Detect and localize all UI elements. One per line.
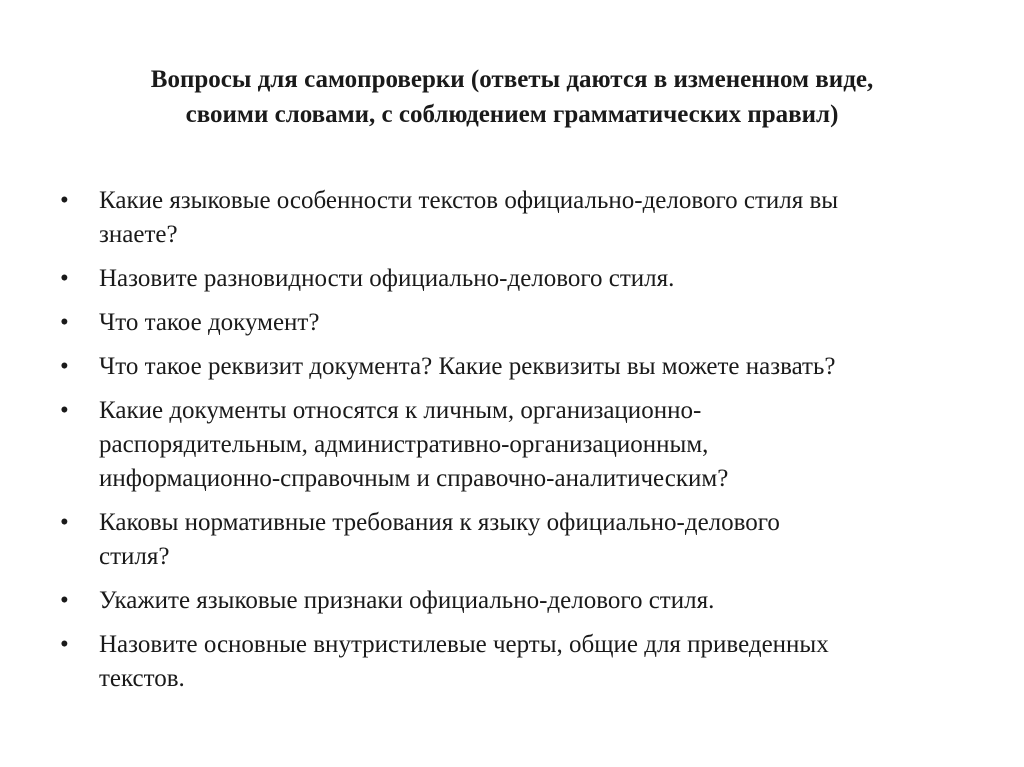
question-1-line-2: знаете? — [99, 221, 178, 248]
bullet-icon: • — [60, 353, 69, 380]
question-4-line-1: Что такое реквизит документа? Какие реквизиты вы можете назвать? — [99, 353, 836, 380]
bullet-icon: • — [60, 309, 69, 336]
question-item-6 — [0, 506, 1024, 574]
question-item-8 — [0, 628, 1024, 696]
question-1-line-1: Какие языковые особенности текстов официально-делового стиля вы — [99, 187, 839, 214]
question-item-4 — [0, 350, 1024, 384]
question-item-1 — [0, 184, 1024, 252]
question-7-line-1: Укажите языковые признаки официально-делового стиля. — [99, 587, 715, 614]
slide-title — [60, 62, 964, 132]
question-item-7 — [0, 584, 1024, 618]
question-item-5 — [0, 394, 1024, 496]
question-5-line-1: Какие документы относятся к личным, организационно- — [99, 397, 702, 424]
question-item-2 — [0, 262, 1024, 296]
question-5-line-2: распорядительным, административно-организационным, — [99, 431, 709, 458]
question-6-line-2: стиля? — [99, 543, 170, 570]
question-2-line-1: Назовите разновидности официально-делового стиля. — [99, 265, 675, 292]
bullet-icon: • — [60, 509, 69, 536]
question-8-line-2: текстов. — [99, 665, 185, 692]
bullet-icon: • — [60, 397, 69, 424]
question-5-line-3: информационно-справочным и справочно-аналитическим? — [99, 465, 729, 492]
question-list — [0, 184, 1024, 706]
slide-title-line-2: своими словами, с соблюдением грамматических правил) — [185, 101, 839, 128]
bullet-icon: • — [60, 265, 69, 292]
question-8-line-1: Назовите основные внутристилевые черты, общие для приведенных — [99, 631, 829, 658]
question-item-3 — [0, 306, 1024, 340]
bullet-icon: • — [60, 631, 69, 658]
bullet-icon: • — [60, 187, 69, 214]
question-6-line-1: Каковы нормативные требования к языку официально-делового — [99, 509, 780, 536]
question-3-line-1: Что такое документ? — [99, 309, 320, 336]
bullet-icon: • — [60, 587, 69, 614]
slide-title-line-1: Вопросы для самопроверки (ответы даются в измененном виде, — [150, 66, 874, 93]
